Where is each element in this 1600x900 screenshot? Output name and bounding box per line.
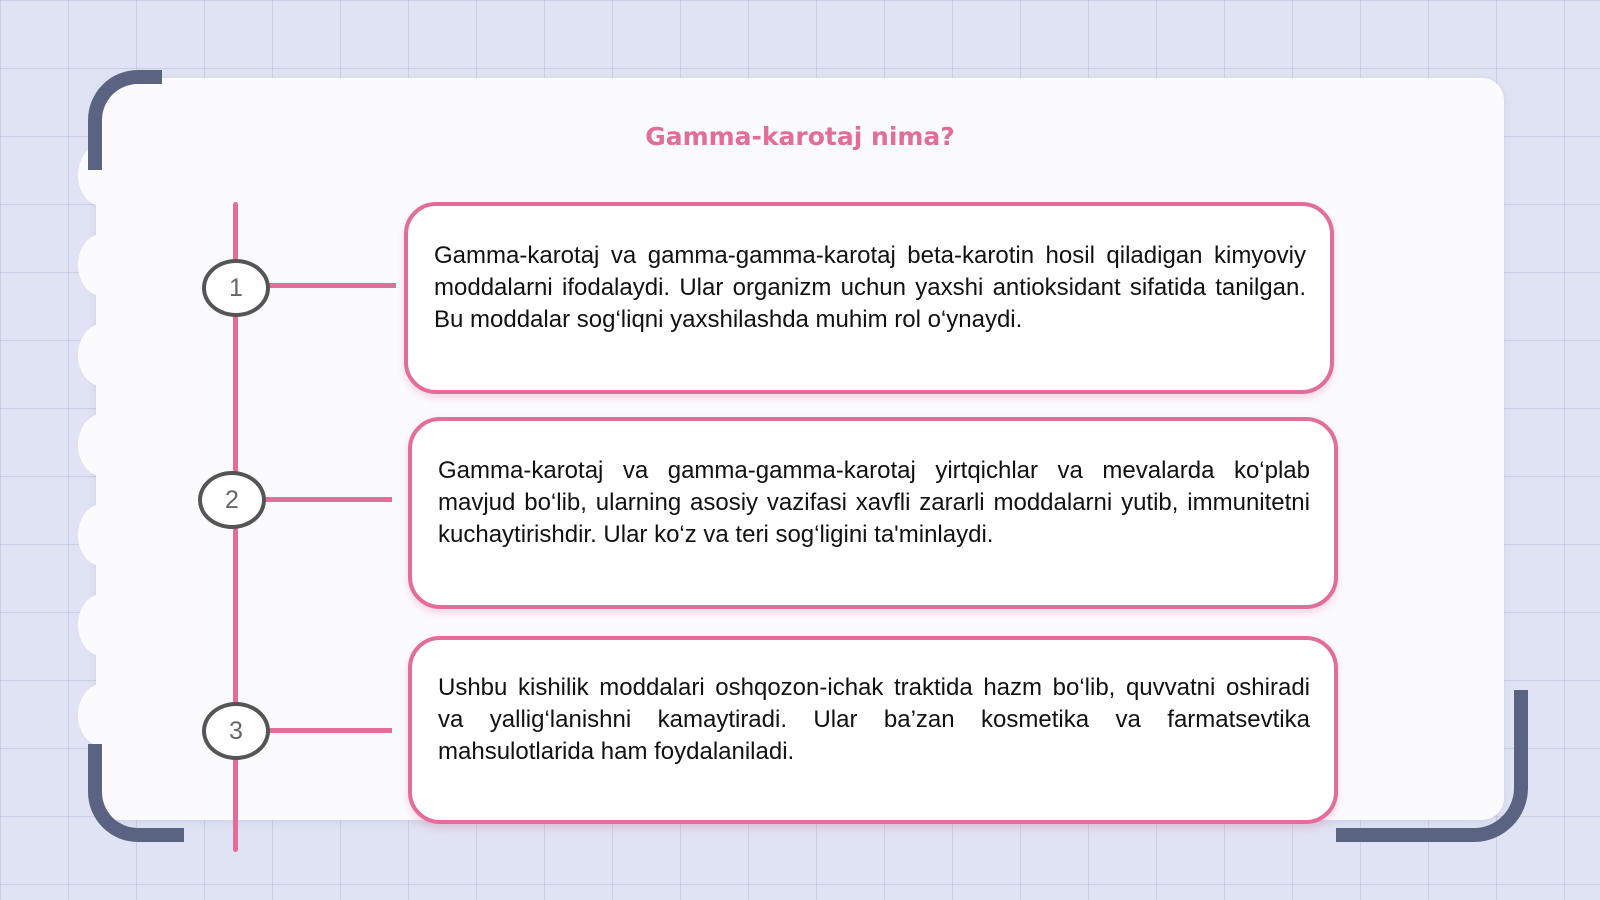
timeline-connector-3 bbox=[264, 728, 392, 733]
card-scallop bbox=[78, 504, 126, 566]
timeline-connector-1 bbox=[264, 283, 396, 288]
frame-corner-top-left bbox=[88, 70, 162, 170]
step-number-3: 3 bbox=[202, 702, 270, 760]
frame-corner-bottom-right bbox=[1336, 690, 1528, 842]
slide-title: Gamma-karotaj nima? bbox=[645, 122, 955, 151]
info-box-3-text: Ushbu kishilik moddalari oshqozon-ichak traktida hazm bo‘lib, quvvatni oshiradi va yallig‘lanishni kamaytiradi. Ular ba’zan kosmetika va farmatsevtika mahsulotlarida ham foydalaniladi. bbox=[438, 674, 1310, 765]
timeline-connector-2 bbox=[262, 497, 392, 502]
info-box-2-text: Gamma-karotaj va gamma-gamma-karotaj yirtqichlar va mevalarda ko‘plab mavjud bo‘lib, ularning asosiy vazifasi xavfli zararli moddalarni yutib, immunitetni kuchaytirishdir. Ular ko‘z va teri sog‘ligini ta'minlaydi. bbox=[438, 457, 1310, 548]
step-number-2: 2 bbox=[198, 471, 266, 529]
card-scallop bbox=[78, 324, 126, 386]
frame-corner-bottom-left bbox=[88, 744, 184, 842]
info-box-3 bbox=[408, 636, 1338, 824]
step-number-1: 1 bbox=[202, 259, 270, 317]
card-scallop bbox=[78, 414, 126, 476]
info-box-1 bbox=[404, 202, 1334, 394]
card-scallop bbox=[78, 684, 126, 746]
info-box-2 bbox=[408, 417, 1338, 609]
card-scallop bbox=[78, 594, 126, 656]
card-scallop bbox=[78, 234, 126, 296]
info-box-1-text: Gamma-karotaj va gamma-gamma-karotaj beta-karotin hosil qiladigan kimyoviy moddalarni ifodalaydi. Ular organizm uchun yaxshi antioksidant sifatida tanilgan. Bu moddalar sog‘liqni yaxshilashda muhim rol o‘ynaydi. bbox=[434, 242, 1306, 333]
